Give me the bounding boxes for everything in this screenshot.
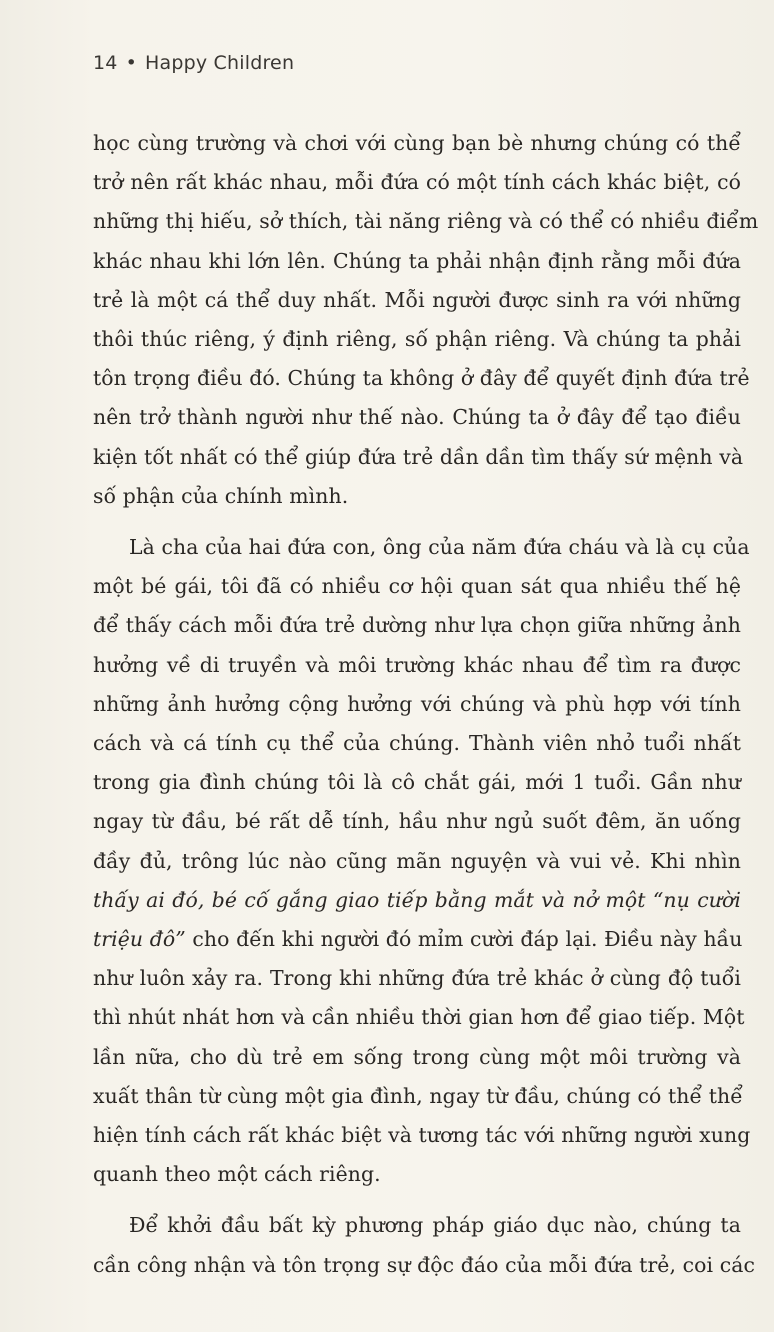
text-line: những thị hiếu, sở thích, tài năng riêng và có thể có nhiều điểm xyxy=(93,209,759,234)
text-line: cách và cá tính cụ thể của chúng. Thành viên nhỏ tuổi nhất xyxy=(93,731,741,756)
text-line: khác nhau khi lớn lên. Chúng ta phải nhận định rằng mỗi đứa xyxy=(93,248,741,273)
body-text xyxy=(93,124,759,1285)
text-line: Để khởi đầu bất kỳ phương pháp giáo dục nào, chúng ta xyxy=(129,1213,741,1238)
header-separator: • xyxy=(125,52,137,74)
mixed-text-line xyxy=(93,920,741,959)
text-line: như luôn xảy ra. Trong khi những đứa trẻ khác ở cùng độ tuổi xyxy=(93,966,741,991)
paragraph-3 xyxy=(93,1206,756,1284)
text-line: trở nên rất khác nhau, mỗi đứa có một tính cách khác biệt, có xyxy=(93,170,741,195)
text-line: trẻ là một cá thể duy nhất. Mỗi người được sinh ra với những xyxy=(93,287,741,312)
text-line: kiện tốt nhất có thể giúp đứa trẻ dần dần tìm thấy sứ mệnh và xyxy=(93,444,744,469)
text-line: hiện tính cách rất khác biệt và tương tác với những người xung xyxy=(93,1123,751,1148)
text-line: quanh theo một cách riêng. xyxy=(93,1162,381,1187)
text-line: ngay từ đầu, bé rất dễ tính, hầu như ngủ suốt đêm, ăn uống xyxy=(93,809,741,834)
paragraph-gap xyxy=(93,516,741,528)
text-line: trong gia đình chúng tôi là cô chắt gái, mới 1 tuổi. Gần như xyxy=(93,770,741,795)
text-line: những ảnh hưởng cộng hưởng với chúng và phù hợp với tính xyxy=(93,691,741,716)
roman-span: cho đến khi người đó mỉm cười đáp lại. Điều này hầu xyxy=(185,927,743,952)
text-line: cần công nhận và tôn trọng sự độc đáo của mỗi đứa trẻ, coi các xyxy=(93,1252,756,1277)
text-line: để thấy cách mỗi đứa trẻ dường như lựa chọn giữa những ảnh xyxy=(93,613,741,638)
page-number: 14 xyxy=(93,52,118,74)
text-line: học cùng trường và chơi với cùng bạn bè nhưng chúng có thể xyxy=(93,131,741,155)
running-head xyxy=(93,52,294,74)
paragraph-2 xyxy=(93,528,751,1194)
text-line: Là cha của hai đứa con, ông của năm đứa cháu và là cụ của xyxy=(129,535,750,560)
paragraph-gap xyxy=(93,1194,741,1206)
italic-text-line xyxy=(93,881,741,920)
paragraph-1 xyxy=(93,124,759,516)
text-line: tôn trọng điều đó. Chúng ta không ở đây để quyết định đứa trẻ xyxy=(93,366,750,391)
text-line: thôi thúc riêng, ý định riêng, số phận riêng. Và chúng ta phải xyxy=(93,327,741,352)
text-line: thì nhút nhát hơn và cần nhiều thời gian hơn để giao tiếp. Một xyxy=(93,1005,745,1030)
text-line: lần nữa, cho dù trẻ em sống trong cùng một môi trường và xyxy=(93,1044,741,1069)
book-title: Happy Children xyxy=(145,52,295,74)
text-line: hưởng về di truyền và môi trường khác nhau để tìm ra được xyxy=(93,652,741,677)
italic-span: thấy ai đó, bé cố gắng giao tiếp bằng mắt và nở một “nụ cười xyxy=(93,887,741,912)
text-line: đầy đủ, trông lúc nào cũng mãn nguyện và vui vẻ. Khi nhìn xyxy=(93,848,741,873)
italic-span: triệu đô” xyxy=(93,927,186,952)
text-line: xuất thân từ cùng một gia đình, ngay từ đầu, chúng có thể thể xyxy=(93,1083,743,1108)
text-line: một bé gái, tôi đã có nhiều cơ hội quan sát qua nhiều thế hệ xyxy=(93,574,741,599)
text-line: số phận của chính mình. xyxy=(93,483,349,508)
text-line: nên trở thành người như thế nào. Chúng ta ở đây để tạo điều xyxy=(93,405,741,430)
